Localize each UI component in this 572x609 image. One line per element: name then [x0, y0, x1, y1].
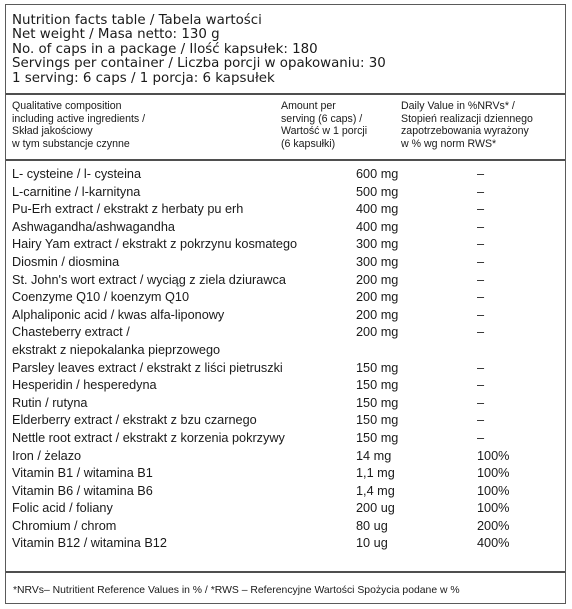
nutrient-name [12, 324, 220, 359]
nutrient-amount: 200 ug [356, 501, 395, 516]
column-header-line: serving (6 caps) / [281, 112, 363, 125]
nutrient-amount: 300 mg [356, 237, 399, 252]
nutrient-daily-value: – [477, 413, 485, 428]
table-row [6, 306, 565, 324]
nutrient-daily-value: – [477, 378, 485, 393]
column-header-line: Qualitative composition [12, 100, 122, 112]
nutrient-daily-value: 100% [477, 501, 510, 516]
table-title: Nutrition facts table / Tabela wartości [12, 13, 262, 28]
amount-column-header [281, 100, 367, 150]
table-row [6, 253, 565, 271]
nutrient-daily-value: – [477, 360, 485, 375]
nutrient-amount: 14 mg [356, 448, 392, 463]
nutrient-name: Hesperidin / hesperedyna [12, 378, 157, 393]
nutrient-name: Ashwagandha/ashwagandha [12, 219, 175, 234]
serving-size: 1 serving: 6 caps / 1 porcja: 6 kapsułek [12, 70, 275, 86]
table-row [6, 218, 565, 236]
column-header-line: Daily Value in %NRVs* / [401, 100, 515, 112]
table-row [6, 394, 565, 412]
table-row [6, 183, 565, 201]
nutrient-daily-value: – [477, 167, 485, 181]
nutrient-name-line: Chasteberry extract / [12, 325, 130, 340]
nutrient-name: L- cysteine / l- cysteina [12, 167, 142, 181]
table-row [6, 482, 565, 500]
nutrient-amount: 10 ug [356, 536, 388, 551]
nutrient-amount: 200 mg [356, 272, 399, 287]
nutrient-daily-value: 100% [477, 466, 510, 481]
nutrient-daily-value: – [477, 237, 485, 252]
nutrient-amount: 150 mg [356, 378, 399, 393]
nutrient-amount: 150 mg [356, 360, 399, 375]
nutrient-daily-value: – [477, 307, 485, 322]
nutrient-daily-value: – [477, 219, 485, 234]
column-header-line: w % wg norm RWS* [401, 137, 497, 150]
nutrient-daily-value: 400% [477, 536, 510, 551]
label-header [12, 14, 562, 86]
column-header-line: Skład jakościowy [12, 125, 93, 138]
nutrient-daily-value: – [477, 184, 485, 199]
nutrient-daily-value: – [477, 395, 485, 410]
table-row [6, 499, 565, 517]
composition-column-header [12, 100, 145, 150]
nutrient-name: Coenzyme Q10 / koenzym Q10 [12, 290, 189, 305]
nutrient-name: Nettle root extract / ekstrakt z korzenia pokrzywy [12, 430, 285, 445]
nutrient-name: Pu-Erh extract / ekstrakt z herbaty pu erh [12, 202, 244, 217]
table-row [6, 464, 565, 482]
nutrient-amount: 400 mg [356, 202, 399, 217]
table-row [6, 411, 565, 429]
footnote: *NRVs– Nutritient Reference Values in % / *RWS – Referencyjne Wartości Spożycia podane w % [13, 585, 460, 596]
columns-divider [6, 159, 565, 161]
column-header-line: Wartość w 1 porcji [281, 125, 368, 138]
column-header-line: including active ingredients / [12, 112, 146, 125]
nutrient-amount: 1,1 mg [356, 466, 395, 481]
table-row [6, 323, 565, 358]
nutrient-name: Elderberry extract / ekstrakt z bzu czarnego [12, 413, 257, 428]
nutrient-amount: 400 mg [356, 219, 399, 234]
nutrient-daily-value: 100% [477, 483, 510, 498]
nutrient-daily-value: 200% [477, 518, 510, 533]
table-row [6, 271, 565, 289]
net-weight: Net weight / Masa netto: 130 g [12, 27, 220, 43]
column-header-line: (6 kapsułki) [281, 137, 336, 150]
column-header-line: w tym substancje czynne [12, 137, 130, 150]
nutrient-amount: 150 mg [356, 413, 399, 428]
table-row [6, 359, 565, 377]
nutrient-name-line: ekstrakt z niepokalanka pieprzowego [12, 342, 221, 357]
nutrient-daily-value: 100% [477, 448, 510, 463]
nutrient-daily-value: – [477, 430, 485, 445]
header-divider [6, 93, 565, 95]
table-row [6, 200, 565, 218]
nutrient-name: Rutin / rutyna [12, 395, 88, 410]
nutrient-amount: 600 mg [356, 167, 399, 181]
table-row [6, 447, 565, 465]
nutrient-amount: 150 mg [356, 430, 399, 445]
nutrient-amount: 500 mg [356, 184, 399, 199]
caps-per-package: No. of caps in a package / Ilość kapsułek: 180 [12, 41, 318, 57]
nutrient-name: Diosmin / diosmina [12, 254, 120, 269]
column-header-line: Amount per [281, 100, 336, 112]
table-row [6, 235, 565, 253]
column-header-line: Stopień realizacji dziennego [401, 112, 533, 125]
nutrient-name: Chromium / chrom [12, 518, 117, 533]
nutrient-amount: 150 mg [356, 395, 399, 410]
nutrient-amount: 80 ug [356, 518, 388, 533]
table-row [6, 517, 565, 535]
nutrient-name: Hairy Yam extract / ekstrakt z pokrzynu kosmatego [12, 237, 298, 252]
nutrition-facts-label [5, 4, 566, 604]
column-header-line: zapotrzebowania wyrażony [401, 125, 529, 138]
table-row [6, 429, 565, 447]
nutrient-amount: 200 mg [356, 325, 399, 340]
nutrient-name: L-carnitine / l-karnityna [12, 184, 141, 199]
nutrient-name: Vitamin B12 / witamina B12 [12, 536, 167, 551]
table-row [6, 165, 565, 183]
daily-value-column-header [401, 100, 533, 150]
nutrient-daily-value: – [477, 202, 485, 217]
nutrient-amount: 1,4 mg [356, 483, 395, 498]
table-row [6, 376, 565, 394]
nutrient-daily-value: – [477, 272, 485, 287]
nutrient-name: Parsley leaves extract / ekstrakt z liści pietruszki [12, 360, 283, 375]
nutrient-name: Vitamin B6 / witamina B6 [12, 483, 153, 498]
nutrient-name: Folic acid / foliany [12, 501, 113, 516]
footer-divider [6, 571, 565, 573]
nutrient-name: Iron / żelazo [12, 448, 82, 463]
table-row [6, 288, 565, 306]
nutrient-amount: 200 mg [356, 290, 399, 305]
nutrient-rows [6, 165, 565, 552]
nutrient-daily-value: – [477, 325, 485, 340]
nutrient-name: Alphaliponic acid / kwas alfa-liponowy [12, 307, 225, 322]
nutrient-name: St. John's wort extract / wyciąg z ziela dziurawca [12, 272, 286, 287]
servings-per-container: Servings per container / Liczba porcji w opakowaniu: 30 [12, 56, 386, 72]
nutrient-daily-value: – [477, 254, 485, 269]
nutrient-amount: 200 mg [356, 307, 399, 322]
table-row [6, 534, 565, 552]
nutrient-name: Vitamin B1 / witamina B1 [12, 466, 153, 481]
nutrient-amount: 300 mg [356, 254, 399, 269]
nutrient-daily-value: – [477, 290, 485, 305]
